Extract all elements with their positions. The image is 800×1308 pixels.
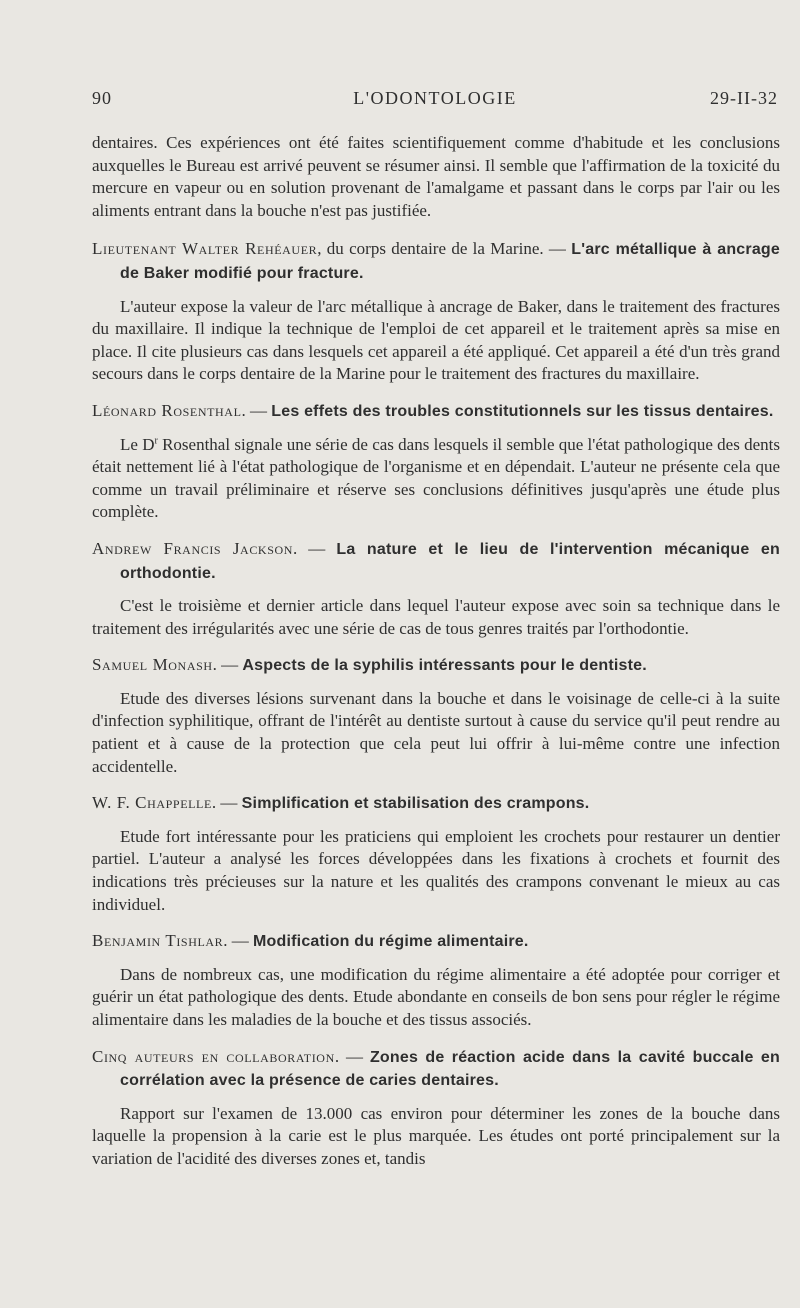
entry-title: Les effets des troubles constitutionnels sur les tissus dentaires.	[271, 402, 774, 420]
abstract-entry	[92, 538, 780, 640]
page-number: 90	[92, 88, 112, 108]
running-header	[92, 88, 778, 114]
entry-summary-superscript: r	[154, 434, 158, 446]
abstract-entry	[92, 238, 780, 386]
abstract-entry	[92, 400, 780, 524]
journal-title: L'ODONTOLOGIE	[353, 88, 517, 108]
entry-summary: C'est le troisième et dernier article dans lequel l'auteur expose avec soin sa technique dans le traitement des irrégularités avec une série de cas de tous genres traités par l'orthodontie.	[92, 596, 780, 638]
entry-title: La nature et le lieu de l'intervention mécanique en orthodontie.	[120, 540, 780, 582]
entry-heading	[92, 792, 780, 816]
entry-title: Modification du régime alimentaire.	[253, 933, 529, 951]
page-body	[92, 132, 780, 1185]
entry-affiliation: . —	[223, 931, 254, 951]
entry-summary: Dans de nombreux cas, une modification du régime alimentaire a été adoptée pour corriger et guérir un état pathologique des dents. Etude abondante en conseils de bon sens pour régler le régime alimentaire dans les maladies de la bouche et des tissus associés.	[92, 964, 780, 1029]
entry-author: W. F. Chappelle	[92, 793, 212, 813]
entry-title: Simplification et stabilisation des crampons.	[241, 795, 590, 813]
entry-author: Andrew Francis Jackson	[92, 538, 293, 558]
entry-affiliation: , du corps dentaire de la Marine. —	[317, 239, 572, 259]
entry-heading	[92, 400, 780, 424]
entry-heading	[92, 538, 780, 585]
abstract-entry	[92, 792, 780, 916]
abstract-entry	[92, 654, 780, 778]
entry-affiliation: . —	[293, 538, 337, 558]
entry-author: Cinq auteurs en collaboration	[92, 1046, 335, 1066]
entry-title: Aspects de la syphilis intéressants pour le dentiste.	[242, 657, 647, 675]
entry-heading	[92, 930, 780, 954]
entry-affiliation: . —	[211, 793, 242, 813]
entry-heading	[92, 238, 780, 285]
entry-author: Samuel Monash	[92, 655, 213, 675]
entry-affiliation: . —	[241, 400, 272, 420]
intro-paragraph: dentaires. Ces expériences ont été faites scientifiquement comme d'habitude et les conclusions auxquelles le Bureau est arrivé peuvent se résumer ainsi. Il semble que l'affirmation de la toxicité du mercure en vapeur ou en solution provenant de l'amalgame et passant dans le corps par l'air ou les aliments entrant dans la bouche n'est pas justifiée.	[92, 133, 780, 220]
entry-title: Zones de réaction acide dans la cavité buccale en corrélation avec la présence de caries dentaires.	[120, 1048, 780, 1090]
entry-author: Lieutenant Walter Rehéauer	[92, 239, 318, 259]
entry-affiliation: . —	[212, 655, 243, 675]
entry-summary: Etude des diverses lésions survenant dans la bouche et dans le voisinage de celle-ci à la suite d'infection syphilitique, offrant de l'intérêt au dentiste surtout à cause du service qu'il peut rendre au patient et à cause de la protection que cela peut lui offrir à lui-même contre une infection accidentelle.	[92, 688, 780, 776]
issue-date: 29-II-32	[710, 88, 778, 108]
entry-summary: Rosenthal signale une série de cas dans lesquels il semble que l'état pathologique des dents était nettement lié à l'état pathologique de l'organisme et en dépendait. L'auteur ne présente cela que comme un travail préliminaire et réserve ses conclusions définitives jusqu'après une étude plus complète.	[92, 434, 780, 522]
entry-author: Benjamin Tishlar	[92, 931, 224, 951]
entry-summary-prefix: Le D	[120, 434, 155, 454]
entry-summary: L'auteur expose la valeur de l'arc métallique à ancrage de Baker, dans le traitement des fractures du maxillaire. Il indique la technique de l'emploi de cet appareil et le traitement après sa mise en place. Il cite plusieurs cas dans lesquels cet appareil a été appliqué. Cet appareil a été d'un très grand secours dans le corps dentaire de la Marine pour le traitement des fractures du maxillaire.	[92, 296, 780, 384]
entry-heading	[92, 1046, 780, 1093]
abstract-entry	[92, 1046, 780, 1171]
entry-summary: Etude fort intéressante pour les praticiens qui emploient les crochets pour restaurer un dentier partiel. L'auteur a analysé les forces développées dans les fixations à crochets et fournit des indications très précieuses sur la nature et les qualités des crampons convenant le mieux au cas individuel.	[92, 826, 780, 914]
abstract-entry	[92, 930, 780, 1031]
entry-summary: Rapport sur l'examen de 13.000 cas environ pour déterminer les zones de la bouche dans laquelle la propension à la carie est le plus marquée. Les études ont porté principalement sur la variation de l'acidité des diverses zones et, tandis	[92, 1103, 780, 1168]
entry-title: L'arc métallique à ancrage de Baker modifié pour fracture.	[120, 241, 780, 282]
entry-heading	[92, 654, 780, 678]
entry-affiliation: . —	[334, 1046, 370, 1066]
entry-author: Léonard Rosenthal	[92, 400, 242, 420]
entry-summary-block	[92, 434, 780, 524]
